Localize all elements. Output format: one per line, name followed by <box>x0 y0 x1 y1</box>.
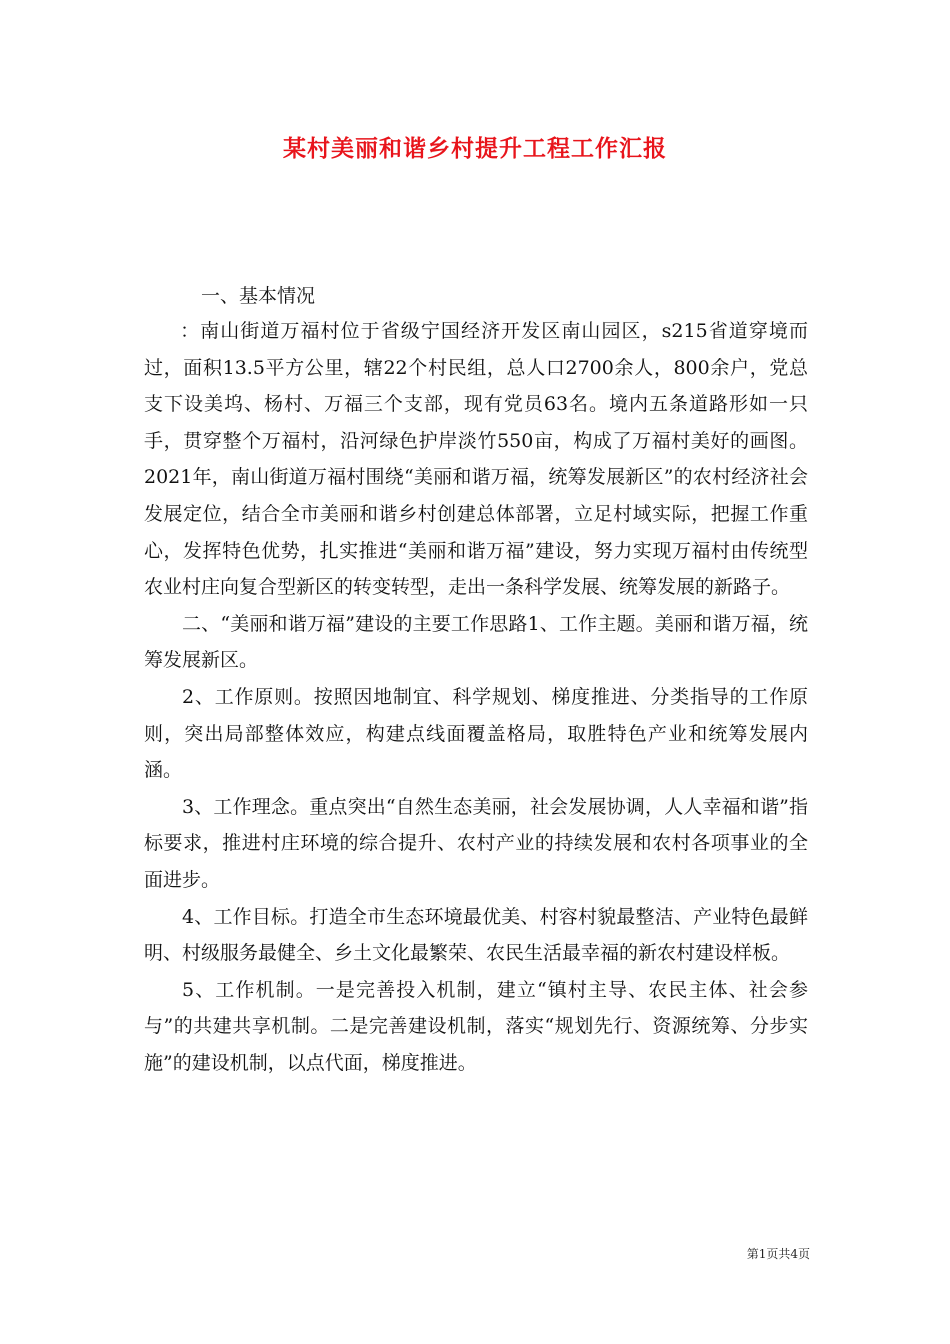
paragraph-work-mechanism: 5、工作机制。一是完善投入机制，建立“镇村主导、农民主体、社会参与”的共建共享机制。二是完善建设机制，落实“规划先行、资源统筹、分步实施”的建设机制，以点代面，梯度推进。 <box>144 978 808 1074</box>
section-heading: 一、基本情况 <box>201 285 316 307</box>
document-body <box>144 313 808 1081</box>
paragraph-work-principle: 2、工作原则。按照因地制宜、科学规划、梯度推进、分类指导的工作原则，突出局部整体效应，构建点线面覆盖格局，取胜特色产业和统筹发展内涵。 <box>144 685 808 782</box>
page-number: 第1页共4页 <box>746 1247 810 1261</box>
paragraph-basic-info: ：南山街道万福村位于省级宁国经济开发区南山园区，s215省道穿境而过，面积13.5平方公里，辖22个村民组，总人口2700余人，800余户，党总支下设美坞、杨村、万福三个支部，现有党员63名。境内五条道路形如一只手，贯穿整个万福村，沿河绿色护岸淡竹550亩，构成了万福村美好的画图。2021年，南山街道万福村围绕“美丽和谐万福，统筹发展新区”的农村经济社会发展定位，结合全市美丽和谐乡村创建总体部署，立足村域实际，把握工作重心，发挥特色优势，扎实推进“美丽和谐万福”建设，努力实现万福村由传统型农业村庄向复合型新区的转变转型，走出一条科学发展、统筹发展的新路子。 <box>144 320 808 599</box>
paragraph-work-philosophy: 3、工作理念。重点突出“自然生态美丽，社会发展协调，人人幸福和谐”指标要求，推进村庄环境的综合提升、农村产业的持续发展和农村各项事业的全面进步。 <box>144 795 808 891</box>
paragraph-work-goal: 4、工作目标。打造全市生态环境最优美、村容村貌最整洁、产业特色最鲜明、村级服务最健全、乡土文化最繁荣、农民生活最幸福的新农村建设样板。 <box>144 905 808 965</box>
document-title: 某村美丽和谐乡村提升工程工作汇报 <box>283 135 667 162</box>
paragraph-work-approach: 二、“美丽和谐万福”建设的主要工作思路1、工作主题。美丽和谐万福，统筹发展新区。 <box>144 612 808 672</box>
